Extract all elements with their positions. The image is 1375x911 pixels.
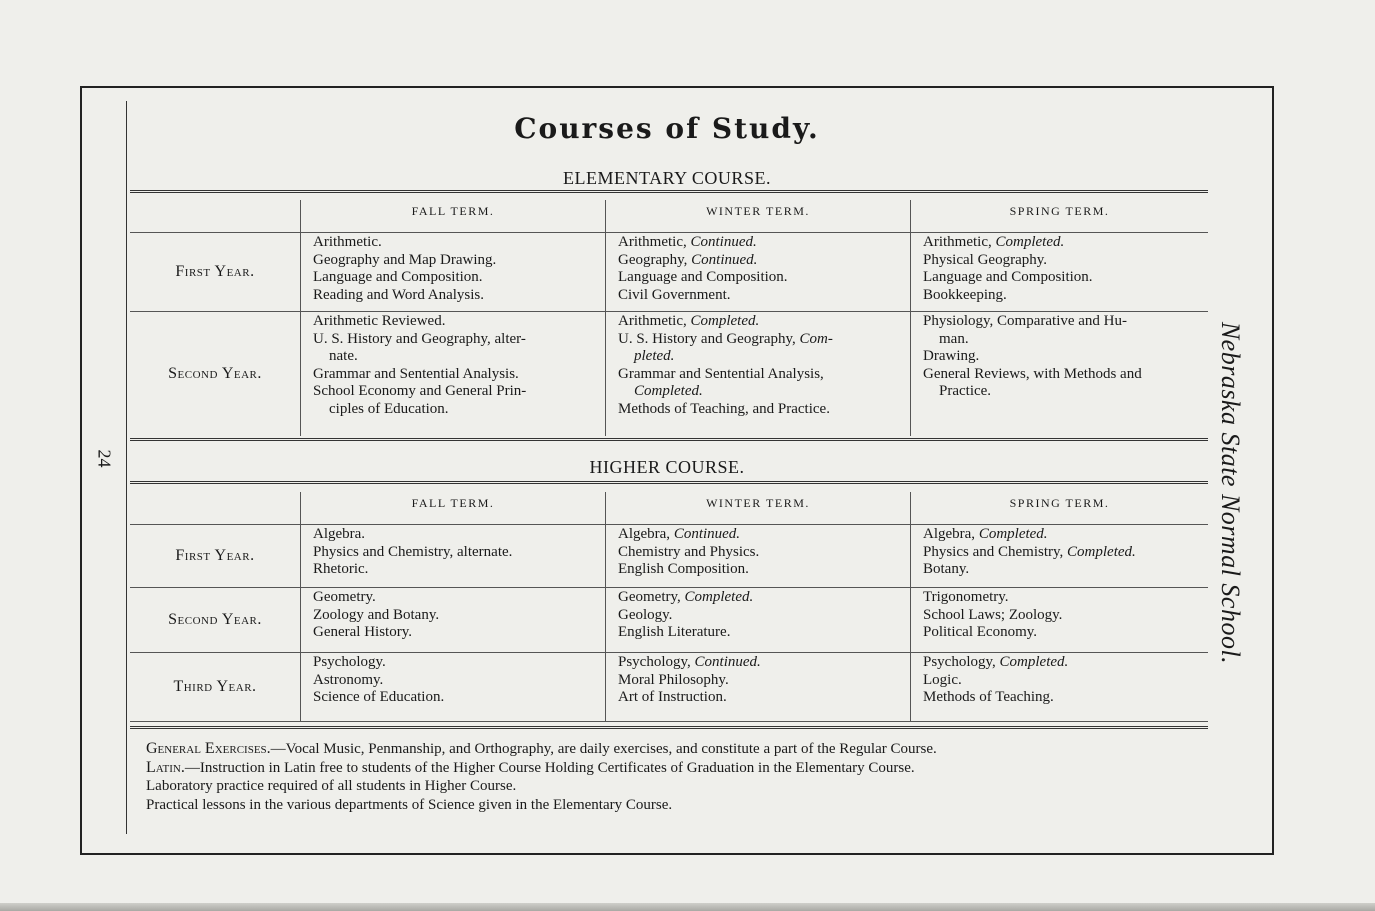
course-line: Grammar and Sentential Analysis, (618, 365, 824, 382)
table-row (130, 233, 1208, 312)
course-line: Geometry, Completed. (618, 589, 754, 605)
course-line: Psychology, Continued. (618, 654, 761, 670)
course-line: Physics and Chemistry, alternate. (313, 543, 513, 560)
course-line: School Economy and General Prin- (313, 383, 527, 399)
course-line: Arithmetic, Completed. (923, 234, 1065, 250)
fall-term-cell (300, 653, 605, 721)
table-row (130, 525, 1208, 588)
course-line: Chemistry and Physics. (618, 543, 760, 560)
fall-term-cell (300, 312, 605, 436)
row-label: Second Year. (168, 611, 262, 628)
row-label: First Year. (175, 263, 255, 280)
table-row (130, 312, 1208, 436)
course-line: General Reviews, with Methods and (923, 365, 1142, 382)
row-label: First Year. (175, 547, 255, 564)
course-line: Civil Government. (618, 286, 731, 303)
course-notes (146, 740, 1196, 814)
course-line: Science of Education. (313, 689, 445, 705)
page-number: 24 (94, 449, 115, 468)
course-line: School Laws; Zoology. (923, 606, 1063, 623)
winter-term-cell (605, 233, 910, 311)
course-line: Psychology. (313, 654, 386, 670)
fall-term-header: FALL TERM. (300, 492, 605, 524)
laboratory-note: Laboratory practice required of all students in Higher Course. (146, 778, 517, 794)
row-label: Second Year. (168, 365, 262, 382)
course-line: Reading and Word Analysis. (313, 286, 484, 303)
row-label: Third Year. (173, 678, 257, 695)
course-line: Geography and Map Drawing. (313, 251, 497, 268)
course-line: Geology. (618, 606, 673, 623)
course-line: Psychology, Completed. (923, 654, 1069, 670)
general-exercises-note: General Exercises.—Vocal Music, Penmanship, and Orthography, are daily exercises, and constitute a part of the Regular Course. (146, 740, 937, 757)
course-line: English Composition. (618, 561, 749, 577)
course-line: Drawing. (923, 348, 980, 364)
term-header-row (130, 492, 1208, 525)
winter-term-header: WINTER TERM. (605, 492, 910, 524)
winter-term-header: WINTER TERM. (605, 200, 910, 232)
course-line: Geometry. (313, 589, 376, 605)
course-line: man. (939, 330, 969, 347)
fall-term-cell (300, 233, 605, 311)
course-line: Physics and Chemistry, Completed. (923, 543, 1136, 560)
term-header-row (130, 200, 1208, 233)
course-line: English Literature. (618, 624, 731, 640)
spring-term-header: SPRING TERM. (910, 200, 1208, 232)
course-line: Physiology, Comparative and Hu- (923, 313, 1128, 329)
elementary-course-table (130, 200, 1208, 438)
spring-term-cell (910, 588, 1208, 652)
course-line: Bookkeeping. (923, 286, 1007, 303)
divider (130, 190, 1208, 193)
higher-course-table (130, 492, 1208, 724)
winter-term-cell (605, 653, 910, 721)
course-line: Grammar and Sentential Analysis. (313, 365, 519, 382)
course-line: Geography, Continued. (618, 251, 758, 268)
higher-course-heading: HIGHER COURSE. (589, 457, 745, 477)
course-line: Algebra, Continued. (618, 526, 741, 542)
fall-term-header: FALL TERM. (300, 200, 605, 232)
course-line: Moral Philosophy. (618, 671, 729, 688)
divider (130, 438, 1208, 441)
course-line: Algebra. (313, 526, 366, 542)
course-line: Trigonometry. (923, 589, 1009, 605)
course-line: Arithmetic. (313, 234, 382, 250)
course-line: General History. (313, 624, 412, 640)
course-line: Methods of Teaching. (923, 689, 1054, 705)
course-line: Rhetoric. (313, 561, 369, 577)
table-row (130, 653, 1208, 722)
course-line: Language and Composition. (923, 269, 1093, 285)
elementary-course-heading: ELEMENTARY COURSE. (563, 168, 771, 188)
course-line: Completed. (634, 383, 703, 399)
course-line: Arithmetic, Completed. (618, 313, 760, 329)
course-line: Practice. (939, 383, 992, 399)
spring-term-cell (910, 653, 1208, 721)
course-line: ciples of Education. (329, 400, 449, 417)
course-line: Arithmetic Reviewed. (313, 313, 446, 329)
practical-lessons-note: Practical lessons in the various departments of Science given in the Elementary Course. (146, 796, 673, 813)
course-line: Astronomy. (313, 671, 384, 688)
course-line: Physical Geography. (923, 251, 1047, 268)
course-line: U. S. History and Geography, alter- (313, 330, 526, 347)
course-line: Arithmetic, Continued. (618, 234, 757, 250)
course-line: Botany. (923, 561, 970, 577)
spring-term-cell (910, 233, 1208, 311)
page-title: Courses of Study. (514, 112, 820, 145)
divider (130, 726, 1208, 729)
winter-term-cell (605, 588, 910, 652)
course-line: Language and Composition. (313, 269, 483, 285)
latin-note: Latin.—Instruction in Latin free to students of the Higher Course Holding Certificates of Graduation in the Elementary Course. (146, 758, 915, 776)
course-line: Algebra, Completed. (923, 526, 1048, 542)
course-line: Methods of Teaching, and Practice. (618, 400, 830, 417)
spring-term-cell (910, 525, 1208, 587)
page-edge (0, 903, 1375, 911)
divider (130, 481, 1208, 484)
course-line: nate. (329, 348, 358, 364)
fall-term-cell (300, 525, 605, 587)
course-line: pleted. (634, 348, 675, 364)
course-line: Language and Composition. (618, 269, 788, 285)
course-line: Logic. (923, 671, 962, 688)
table-row (130, 588, 1208, 653)
course-line: Political Economy. (923, 624, 1038, 640)
winter-term-cell (605, 312, 910, 436)
side-title: Nebraska State Normal School. (1216, 321, 1245, 665)
spring-term-cell (910, 312, 1208, 436)
winter-term-cell (605, 525, 910, 587)
spring-term-header: SPRING TERM. (910, 492, 1208, 524)
fall-term-cell (300, 588, 605, 652)
course-line: Art of Instruction. (618, 689, 727, 705)
course-line: U. S. History and Geography, Com- (618, 330, 833, 347)
course-line: Zoology and Botany. (313, 606, 440, 623)
